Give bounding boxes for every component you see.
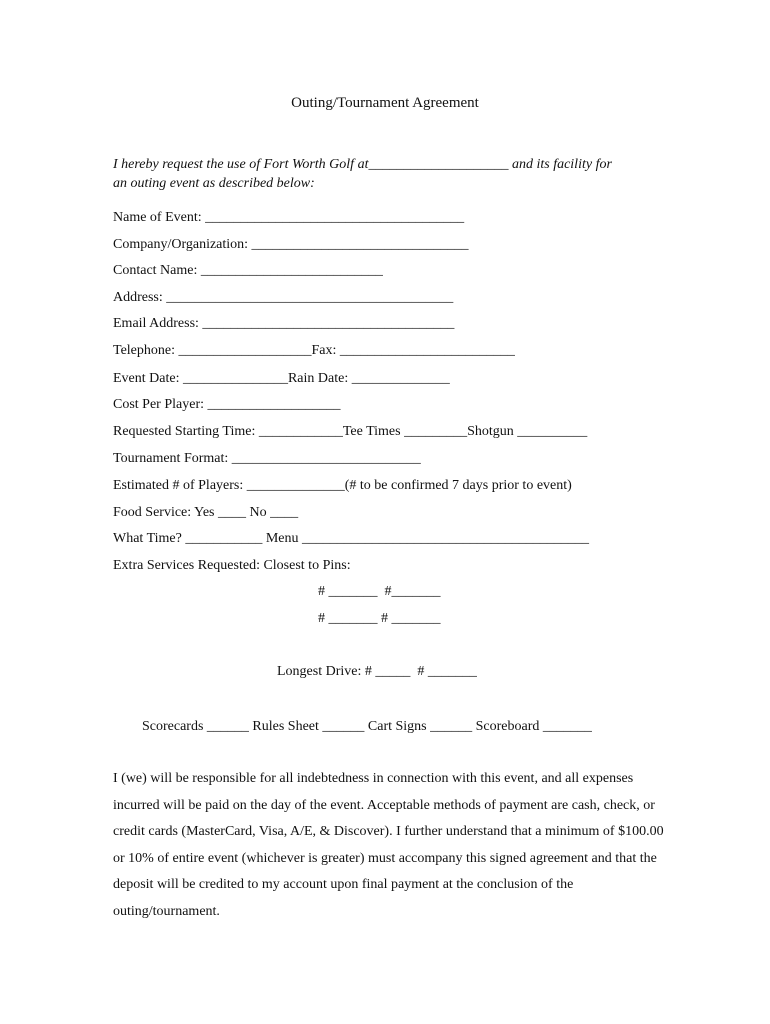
address-field[interactable]: Address: _________________________________________ xyxy=(113,290,454,305)
company-field[interactable]: Company/Organization: _______________________________ xyxy=(113,237,469,252)
intro-line-2: an outing event as described below: xyxy=(113,176,315,191)
what-time-menu-field[interactable]: What Time? ___________ Menu _________________________________________ xyxy=(113,531,589,546)
tournament-format-field[interactable]: Tournament Format: ___________________________ xyxy=(113,451,421,466)
contact-name-field[interactable]: Contact Name: __________________________ xyxy=(113,263,383,278)
starting-time-field[interactable]: Requested Starting Time: ____________Tee Times _________Shotgun __________ xyxy=(113,424,588,439)
extra-services-label: Extra Services Requested: Closest to Pins: xyxy=(113,558,351,573)
intro-line-1: I hereby request the use of Fort Worth Golf at____________________ and its facility for xyxy=(113,157,612,172)
food-service-field[interactable]: Food Service: Yes ____ No ____ xyxy=(113,505,299,520)
cost-per-player-field[interactable]: Cost Per Player: ___________________ xyxy=(113,397,341,412)
email-field[interactable]: Email Address: ____________________________________ xyxy=(113,316,455,331)
closest-pins-row-2[interactable]: # _______ # _______ xyxy=(318,611,441,626)
estimated-players-field[interactable]: Estimated # of Players: ______________(# to be confirmed 7 days prior to event) xyxy=(113,478,572,493)
telephone-fax-field[interactable]: Telephone: ___________________Fax: _________________________ xyxy=(113,343,515,358)
extras-row[interactable]: Scorecards ______ Rules Sheet ______ Cart Signs ______ Scoreboard _______ xyxy=(142,719,592,734)
closest-pins-row-1[interactable]: # _______ #_______ xyxy=(318,584,441,599)
agreement-paragraph: I (we) will be responsible for all indebtedness in connection with this event, and all expenses incurred will be paid on the day of the event. Acceptable methods of payment are cash, check, or credit cards (MasterCard, Visa, A/E, & Discover). I further understand that a minimum of $100.00 or 10% of entire event (whichever is greater) must accompany this signed agreement and that the deposit will be credited to my account upon final payment at the conclusion of the outing/tournament. xyxy=(113,771,664,919)
event-date-field[interactable]: Event Date: _______________Rain Date: ______________ xyxy=(113,371,450,386)
name-of-event-field[interactable]: Name of Event: _____________________________________ xyxy=(113,210,465,225)
document-title: Outing/Tournament Agreement xyxy=(291,95,479,111)
longest-drive-field[interactable]: Longest Drive: # _____ # _______ xyxy=(277,664,477,679)
